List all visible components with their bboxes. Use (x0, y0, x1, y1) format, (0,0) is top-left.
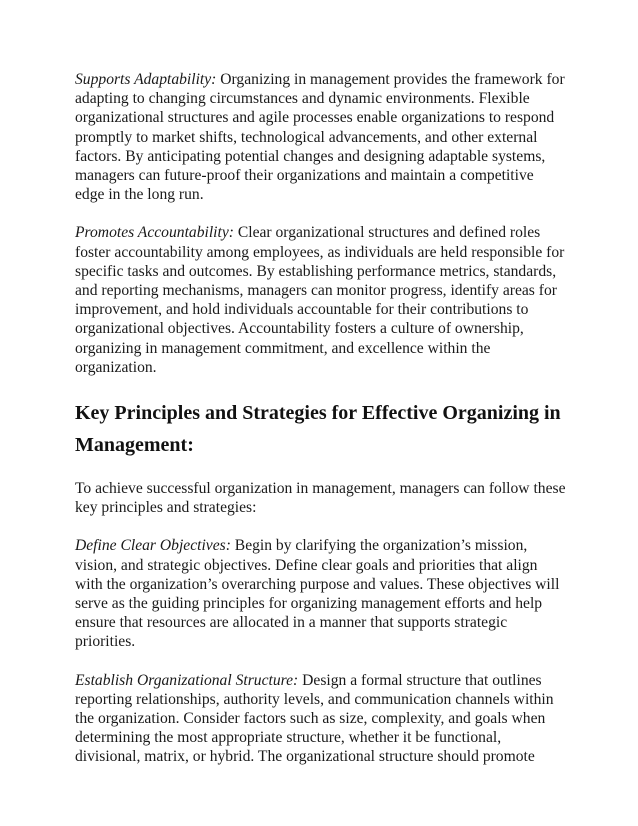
paragraph-body: Design a formal structure that outlines reporting relationships, authority levels, and communication channels within the organization. Consider factors such as size, complexity, and goals when determining the most appropriate structure, whether it be functional, divisional, matrix, or hybrid. The organizational structure should promote (75, 671, 554, 766)
document-page (75, 70, 567, 786)
paragraph-lead: Promotes Accountability: (75, 224, 234, 242)
section-heading: Key Principles and Strategies for Effective Organizing in Management: (75, 402, 561, 457)
paragraph-supports-adaptability (75, 70, 567, 204)
paragraph-lead: Supports Adaptability: (75, 71, 217, 88)
paragraph-body: Clear organizational structures and defined roles foster accountability among employees, as individuals are held responsible for specific tasks and outcomes. By establishing performance metrics, standards, and reporting mechanisms, managers can monitor progress, identify areas for improvement, and hold individuals accountable for their contributions to organizational objectives. Accountability fosters a culture of ownership, organizing in management commitment, and excellence within the organization. (75, 224, 565, 376)
paragraph-define-clear-objectives (75, 536, 567, 651)
paragraph-establish-organizational-structure (75, 671, 567, 767)
section-intro: To achieve successful organization in management, managers can follow these key principles and strategies: (75, 480, 566, 517)
paragraph-body: Begin by clarifying the organization’s mission, vision, and strategic objectives. Define clear goals and priorities that align with the organization’s overarching purpose and values. These objectives will serve as the guiding principles for organizing management efforts and help ensure that resources are allocated in a manner that supports strategic priorities. (75, 537, 560, 651)
paragraph-body: Organizing in management provides the framework for adapting to changing circumstances and dynamic environments. Flexible organizational structures and agile processes enable organizations to respond promptly to market shifts, technological advancements, and other external factors. By anticipating potential changes and designing adaptable systems, managers can future-proof their organizations and maintain a competitive edge in the long run. (75, 71, 565, 204)
paragraph-promotes-accountability (75, 223, 567, 377)
paragraph-lead: Establish Organizational Structure: (75, 671, 299, 689)
paragraph-lead: Define Clear Objectives: (75, 537, 231, 555)
